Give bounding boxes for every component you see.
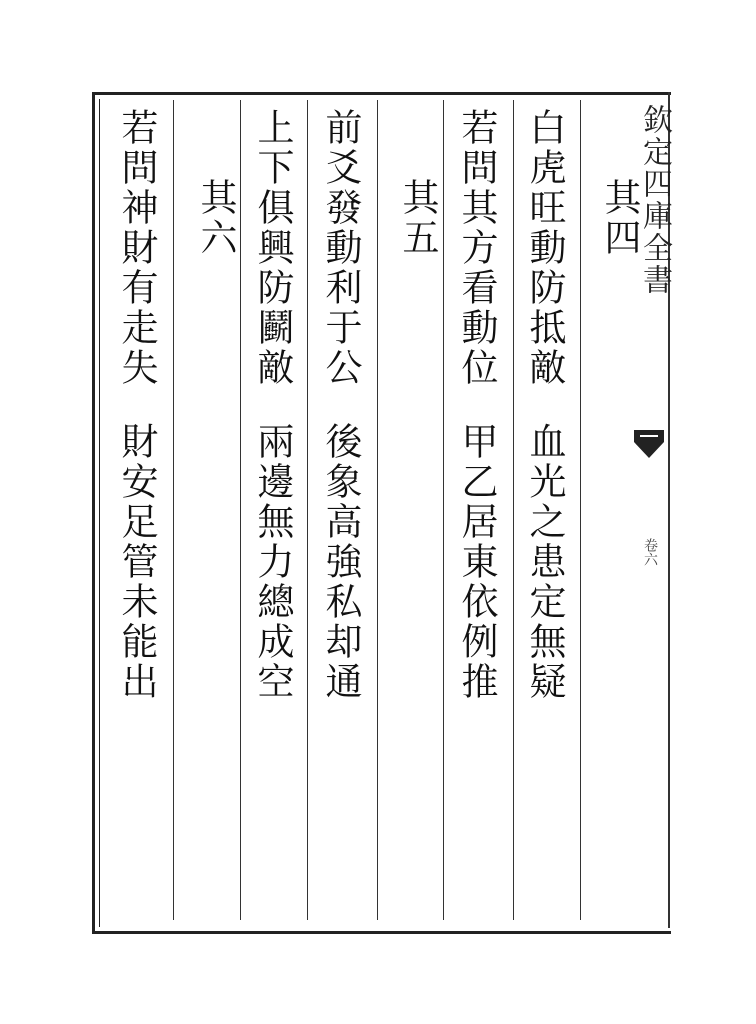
verse-line xyxy=(115,108,158,702)
column-rule xyxy=(377,100,378,920)
verse-line-top: 若問神財有走失 xyxy=(115,108,158,388)
verse-line-top: 白虎旺動防抵敵 xyxy=(523,108,566,388)
section-heading-4: 其四 xyxy=(598,178,641,258)
verse-line-bottom: 血光之患定無疑 xyxy=(523,422,566,702)
column-rule xyxy=(513,100,514,920)
verse-line xyxy=(455,108,498,702)
book-title: 欽定四庫全書 xyxy=(637,104,672,296)
verse-line xyxy=(251,108,294,702)
column-rule xyxy=(307,100,308,920)
verse-line-top: 若問其方看動位 xyxy=(455,108,498,388)
verse-line xyxy=(319,108,362,702)
column-rule xyxy=(173,100,174,920)
section-heading-6: 其六 xyxy=(194,178,237,258)
verse-line xyxy=(523,108,566,702)
section-heading-5: 其五 xyxy=(396,178,439,258)
verse-line-top: 前爻發動利于公 xyxy=(319,108,362,388)
verse-line-bottom: 兩邊無力總成空 xyxy=(251,422,294,702)
page-frame xyxy=(92,92,671,934)
verse-line-bottom: 甲乙居東依例推 xyxy=(455,422,498,702)
verse-line-top: 上下俱興防鬬敵 xyxy=(251,108,294,388)
fish-tail-mark-icon xyxy=(632,428,666,462)
column-rule xyxy=(580,100,581,920)
verse-line-bottom: 財安足管未能出 xyxy=(115,422,158,702)
page-margin xyxy=(630,98,672,928)
volume-label: 卷六 xyxy=(642,538,658,566)
verse-line-bottom: 後象高強私却通 xyxy=(319,422,362,702)
